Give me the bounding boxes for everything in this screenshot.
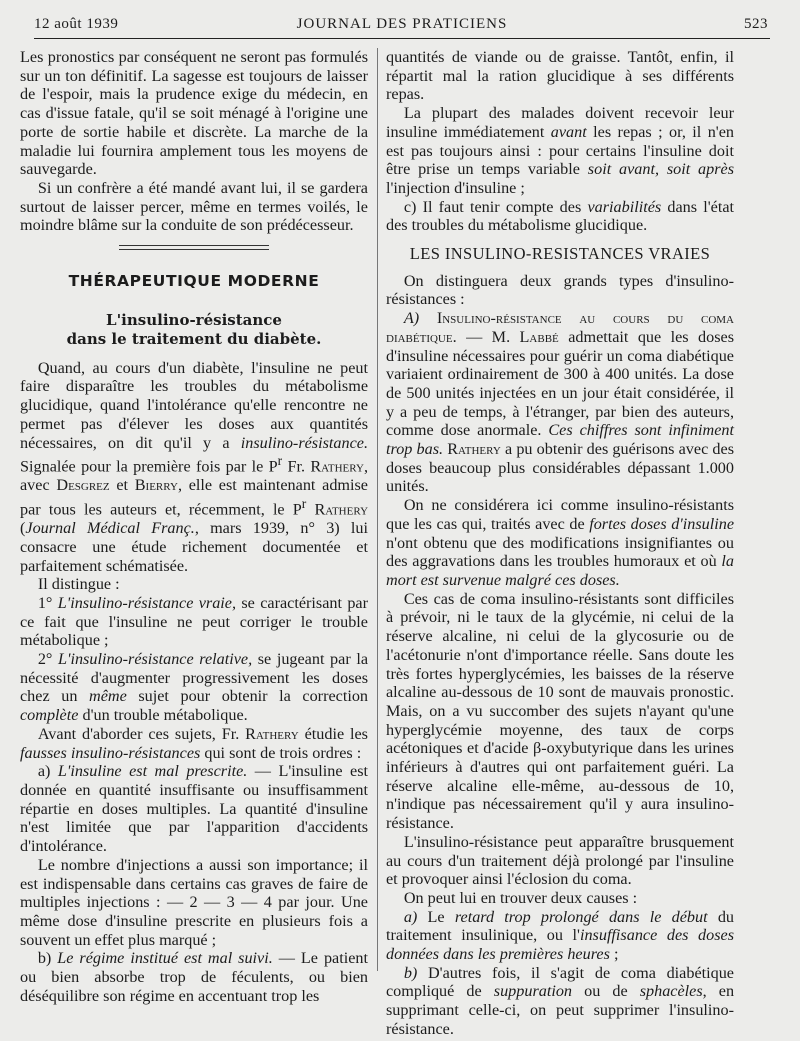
- italic-term: avant: [550, 122, 587, 141]
- list-item: [20, 594, 368, 650]
- text: se jugeant par la nécessité d'augmenter progressivement les doses chez un: [20, 650, 369, 706]
- list-number: 1°: [37, 593, 53, 612]
- italic-term: insulino-résistance.: [240, 433, 369, 452]
- author-name: Desgrez: [56, 476, 110, 495]
- author-name: Bierry: [134, 476, 178, 495]
- paragraph: On distinguera deux grands types d'insulino-résistances :: [386, 271, 734, 309]
- text: c) Il faut tenir compte des: [403, 197, 582, 216]
- text: — L'insuline est donnée en quantité insuffisante ou insuffisamment répartie en doses multiples. La quantité d'insuline n'est limitée que par l'apparition d'accidents d'intolérance.: [20, 762, 368, 856]
- right-column: [386, 48, 735, 1038]
- text: ;: [609, 945, 619, 964]
- paragraph: [386, 104, 734, 198]
- author-name: Rathery: [310, 457, 364, 476]
- list-label: b): [403, 963, 418, 982]
- text: qui sont de trois ordres :: [200, 743, 362, 762]
- paragraph: Il distingue :: [37, 575, 120, 594]
- header-date: 12 août 1939: [34, 16, 119, 32]
- text: et: [109, 476, 129, 495]
- text: d'un trouble métabolique.: [78, 706, 248, 725]
- header-page-number: 523: [744, 16, 768, 32]
- text: a pu obtenir des guérisons avec des doses beaucoup plus considérables dépassant 1.000 unités.: [386, 440, 735, 496]
- text: (: [20, 519, 26, 538]
- paragraph: On peut lui en trouver deux causes :: [403, 888, 638, 907]
- section-heading: LES INSULINO-RESISTANCES VRAIES: [409, 244, 711, 264]
- italic-term: L'insulino-résistance relative,: [58, 650, 253, 669]
- text: On ne considérera ici comme insulino-résistants que les cas qui, traités avec de: [386, 496, 734, 533]
- author-name: Rathery: [447, 440, 501, 459]
- text: La plupart des malades doivent recevoir leur insuline immédiatement: [386, 104, 734, 141]
- header-journal-title: JOURNAL DES PRATICIENS: [296, 16, 508, 32]
- italic-term: soit avant, soit après: [587, 160, 734, 179]
- italic-term: fausses insulino-résistances: [20, 743, 201, 762]
- list-item: [20, 949, 368, 1005]
- list-label: A): [403, 309, 420, 328]
- list-label: b): [37, 949, 52, 968]
- italic-term: retard trop prolongé dans le début: [454, 907, 708, 926]
- list-item: [386, 908, 734, 964]
- text: étudie les: [298, 724, 368, 743]
- article-title-line-2: dans le traitement du diabète.: [66, 329, 322, 348]
- text: ou de: [572, 982, 628, 1001]
- text: , mars 1939, n° 3) lui consacre une étude richement documentée et parfaitement schématisée.: [20, 519, 368, 575]
- paragraph: Si un confrère a été mandé avant lui, il se gardera surtout de laisser percer, même en termes voilés, le moindre blâme sur la conduite de son prédécesseur.: [20, 178, 368, 235]
- text: Le: [417, 907, 445, 926]
- section-title: THÉRAPEUTIQUE MODERNE: [68, 272, 320, 291]
- text: — Le patient ou bien absorbe trop de féculents, ou bien déséquilibre son régime en accentuant trop les: [20, 949, 369, 1005]
- author-name: Rathery: [314, 500, 369, 519]
- text: , elle est maintenant admise par tous les auteurs et, récemment, le P: [20, 476, 368, 519]
- paragraph: Les pronostics par conséquent ne seront pas formulés sur un ton définitif. La sagesse est toujours de laisser de l'espoir, mais la prudence exige du médecin, en cas d'issue fatale, qu'il se soit ménagé à l'origine une porte de sortie habile et discrète. La marche de la maladie lui fournira amplement tous les moyens de sauvegarde.: [20, 48, 368, 179]
- text: Fr.: [282, 457, 306, 476]
- italic-term: sphacèles: [639, 982, 703, 1001]
- list-item: [20, 762, 368, 856]
- italic-term: L'insulino-résistance vraie,: [57, 593, 237, 612]
- text: n'ont obtenu que des modifications insignifiantes ou des aggravations dans les troubles humoraux et où: [386, 533, 734, 571]
- paragraph: [386, 496, 734, 590]
- italic-term: L'insuline est mal prescrite.: [57, 762, 248, 781]
- text: Avant d'aborder ces sujets, Fr.: [37, 724, 240, 743]
- italic-term: variabilités: [587, 197, 662, 216]
- text: dans l'état des troubles du métabolisme glucidique.: [386, 197, 735, 235]
- italic-term: suppuration: [493, 982, 573, 1001]
- list-label: a): [37, 762, 51, 781]
- list-number: 2°: [37, 650, 53, 669]
- list-item: [386, 198, 734, 235]
- italic-term: Le régime institué est mal suivi.: [57, 949, 273, 968]
- paragraph-intro: [20, 359, 368, 576]
- text: Quand, au cours d'un diabète, l'insuline ne peut faire disparaître les troubles du métabolisme glucidique, quand l'intolérance qu'elle rencontre ne permet pas d'élever les doses aux quantités nécessaires, on dit qu'il y a: [20, 358, 368, 452]
- italic-term: la mort est survenue malgré ces doses.: [386, 552, 734, 589]
- paragraph: Le nombre d'injections a aussi son importance; il est indispensable dans certains cas graves de faire de multiples injections : — 2 — 3 — 4 par jour. Une même dose d'insuline prescrite en plusieurs fois a souvent un effet plus marqué ;: [20, 855, 368, 949]
- paragraph: [20, 725, 368, 762]
- superscript: r: [301, 496, 307, 512]
- left-column: [20, 48, 368, 1023]
- italic-term: fortes doses d'insuline: [589, 514, 735, 533]
- author-name: Labbé: [519, 327, 559, 346]
- text: — M.: [456, 327, 511, 346]
- column-divider: [377, 48, 378, 971]
- text: l'injection d'insuline ;: [386, 178, 525, 197]
- subsection-title: Insulino-résistance au cours du coma diabétique.: [386, 309, 734, 346]
- list-item: [386, 964, 734, 1039]
- paragraph: L'insulino-résistance peut apparaître brusquement au cours d'un traitement déjà prolongé par l'insuline et provoquer ainsi l'éclosion du coma.: [386, 832, 734, 889]
- italic-term: Ces chiffres sont infiniment trop bas.: [386, 421, 734, 459]
- author-name: Rathery: [245, 724, 299, 743]
- italic-term: même: [89, 687, 127, 706]
- running-header: [34, 14, 770, 39]
- text: du traitement insulinique, ou l': [386, 907, 735, 945]
- article-title-line-1: L'insulino-résistance: [106, 310, 282, 329]
- text: admettait que les doses d'insuline nécessaires pour guérir un coma diabétique variaient ordinairement de 300 à 400 unités. La dose de 500 unités injectées en un jour était considérée, il y a peu de temps, à l'étranger, par bien des auteurs, comme dose anormale.: [386, 327, 734, 440]
- italic-term: insuffisance des doses données dans les premières heures: [386, 926, 734, 964]
- list-item: [20, 650, 368, 725]
- text: , avec: [20, 457, 368, 495]
- list-label: a): [403, 907, 418, 926]
- italic-term: complète: [20, 706, 79, 725]
- subsection: [386, 309, 734, 496]
- text: sujet pour obtenir la correction: [126, 687, 369, 706]
- superscript: r: [277, 453, 283, 469]
- article-title: [20, 311, 368, 349]
- text: , en supprimant celle-ci, on peut supprimer l'insulino-résistance.: [386, 982, 735, 1038]
- text: Signalée pour la première fois par le P: [20, 457, 278, 476]
- paragraph: Ces cas de coma insulino-résistants sont difficiles à prévoir, ni le taux de la glycémie, ni celui de la réserve alcaline, ni celui de la glycosurie ou de l'acétonurie n'ont d'importance réelle. Sans doute les très fortes hyperglycémies, les baisses de la réserve alcaline au-dessous de 10 sont de mauvais pronostic. Mais, on a vu succomber des sujets n'ayant qu'une hyperglycémie moyenne, des taux de corps acétoniques et d'acide β-oxybutyrique dans les urines inférieurs à d'autres qui ont parfaitement guéri. La réserve alcaline elle-même, au-dessous de 10, n'indique pas nécessairement qu'il y aura insulino-résistance.: [386, 589, 734, 833]
- journal-reference: Journal Médical Franç.: [25, 519, 195, 538]
- text: les repas ; or, il n'en est pas toujours ainsi : pour certains l'insuline doit être prise un temps variable: [386, 122, 734, 179]
- text: se caractérisant par ce fait que l'insuline ne peut corriger le trouble métabolique ;: [20, 593, 368, 650]
- paragraph: quantités de viande ou de graisse. Tantôt, enfin, il répartit mal la ration glucidique à ses différents repas.: [386, 48, 734, 104]
- section-divider: [119, 245, 269, 250]
- text: D'autres fois, il s'agit de coma diabétique compliqué de: [386, 963, 734, 1001]
